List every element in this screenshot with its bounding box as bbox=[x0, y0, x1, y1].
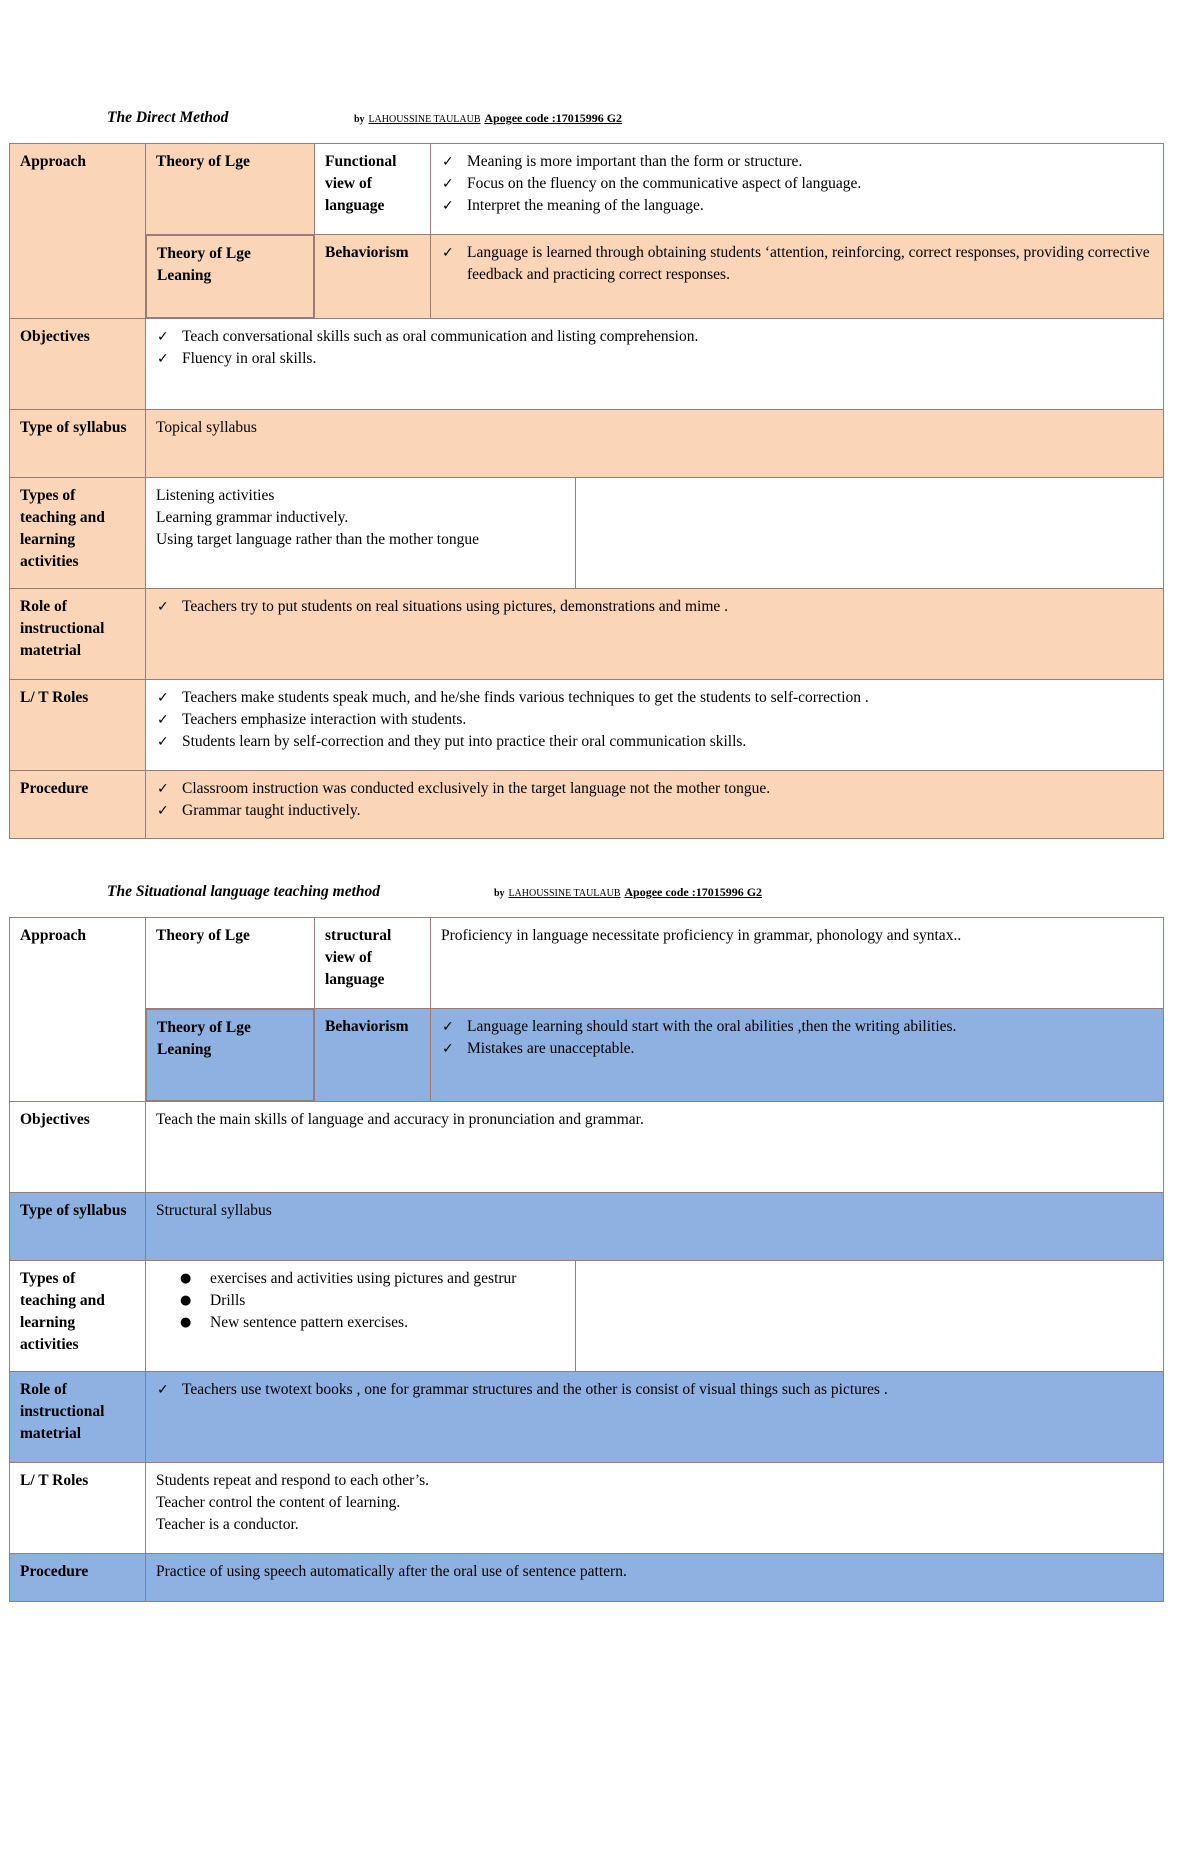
checkmark-icon: ✓ bbox=[157, 734, 169, 750]
list-item: Teacher is a conductor. bbox=[156, 1516, 299, 1533]
list-item: ✓ Teachers try to put students on real situations using pictures, demonstrations and mime . bbox=[156, 596, 1153, 618]
direct-syllabus: Topical syllabus bbox=[145, 409, 1164, 478]
direct-method-table bbox=[9, 143, 1164, 839]
situational-structural-view: structural view of language bbox=[314, 917, 431, 1009]
situational-activities bbox=[145, 1260, 576, 1372]
list-item: ✓ Grammar taught inductively. bbox=[156, 800, 1153, 822]
direct-theory-lge: Theory of Lge bbox=[145, 143, 315, 235]
direct-byline bbox=[354, 107, 622, 131]
situational-activities-list bbox=[156, 1268, 565, 1334]
situational-roles-label: L/ T Roles bbox=[9, 1462, 146, 1554]
situational-material bbox=[145, 1371, 1164, 1463]
situational-code: Apogee code :17015996 G2 bbox=[624, 885, 763, 899]
list-item: ✓ Teach conversational skills such as oral communication and listing comprehension. bbox=[156, 326, 1153, 348]
checkmark-icon: ✓ bbox=[442, 176, 454, 192]
situational-material-label: Role of instructional matetrial bbox=[9, 1371, 146, 1463]
situational-by: by bbox=[494, 888, 505, 899]
checkmark-icon: ✓ bbox=[157, 781, 169, 797]
direct-activities bbox=[145, 477, 576, 589]
situational-author: LAHOUSSINE TAULAUB bbox=[508, 888, 621, 899]
situational-title: The Situational language teaching method bbox=[107, 883, 381, 900]
list-item: ✓ Students learn by self-correction and they put into practice their oral communication skills. bbox=[156, 731, 1153, 753]
direct-by: by bbox=[354, 114, 365, 125]
situational-syllabus: Structural syllabus bbox=[145, 1192, 1164, 1261]
checkmark-icon: ✓ bbox=[442, 154, 454, 170]
situational-theory-learning: Theory of Lge Leaning bbox=[145, 1008, 315, 1102]
direct-roles-label: L/ T Roles bbox=[9, 679, 146, 771]
checkmark-icon: ✓ bbox=[157, 712, 169, 728]
checkmark-icon: ✓ bbox=[157, 803, 169, 819]
list-item: Using target language rather than the mother tongue bbox=[156, 531, 479, 548]
bullet-icon: ● bbox=[180, 1271, 192, 1286]
direct-material bbox=[145, 588, 1164, 680]
list-item: ✓ Classroom instruction was conducted exclusively in the target language not the mother tongue. bbox=[156, 778, 1153, 800]
list-item: ● New sentence pattern exercises. bbox=[156, 1312, 565, 1334]
situational-activities-empty bbox=[575, 1260, 1164, 1372]
list-item: ✓ Meaning is more important than the form or structure. bbox=[441, 151, 1153, 173]
direct-procedure-label: Procedure bbox=[9, 770, 146, 839]
situational-approach-label: Approach bbox=[9, 917, 146, 1102]
direct-syllabus-label: Type of syllabus bbox=[9, 409, 146, 478]
direct-activities-label: Types of teaching and learning activities bbox=[9, 477, 146, 589]
direct-objectives-list bbox=[156, 326, 1153, 370]
situational-objectives-label: Objectives bbox=[9, 1101, 146, 1193]
situational-procedure: Practice of using speech automatically after the oral use of sentence pattern. bbox=[145, 1553, 1164, 1602]
list-item: ✓ Language is learned through obtaining students ‘attention, reinforcing, correct responses, providing corrective feedback and practicing correct responses. bbox=[442, 244, 1150, 283]
direct-roles-list bbox=[156, 687, 1153, 753]
direct-title: The Direct Method bbox=[107, 109, 229, 126]
situational-roles bbox=[145, 1462, 1164, 1554]
direct-view-list bbox=[441, 151, 1153, 217]
list-item: ✓ Fluency in oral skills. bbox=[156, 348, 1153, 370]
list-item: ✓ Focus on the fluency on the communicative aspect of language. bbox=[441, 173, 1153, 195]
direct-material-label: Role of instructional matetrial bbox=[9, 588, 146, 680]
situational-behaviorism-points bbox=[430, 1008, 1164, 1102]
direct-author: LAHOUSSINE TAULAUB bbox=[368, 114, 481, 125]
checkmark-icon: ✓ bbox=[157, 1382, 169, 1398]
list-item: ● Drills bbox=[156, 1290, 565, 1312]
situational-behaviorism-list bbox=[441, 1016, 1153, 1060]
situational-behaviorism-label: Behaviorism bbox=[314, 1008, 431, 1102]
direct-functional-view: Functional view of language bbox=[314, 143, 431, 235]
direct-behaviorism-points bbox=[430, 234, 1164, 319]
situational-activities-label: Types of teaching and learning activities bbox=[9, 1260, 146, 1372]
checkmark-icon: ✓ bbox=[157, 329, 169, 345]
situational-material-list bbox=[156, 1379, 1153, 1401]
list-item: ✓ Language learning should start with the oral abilities ,then the writing abilities. bbox=[441, 1016, 1153, 1038]
direct-objectives bbox=[145, 318, 1164, 410]
checkmark-icon: ✓ bbox=[442, 245, 454, 261]
direct-behaviorism-list bbox=[441, 242, 1153, 286]
list-item: Listening activities bbox=[156, 487, 275, 504]
list-item: ✓ Mistakes are unacceptable. bbox=[441, 1038, 1153, 1060]
direct-material-list bbox=[156, 596, 1153, 618]
checkmark-icon: ✓ bbox=[157, 599, 169, 615]
direct-theory-learning: Theory of Lge Leaning bbox=[145, 234, 315, 319]
direct-procedure-list bbox=[156, 778, 1153, 822]
list-item: ● exercises and activities using pictures and gestrur bbox=[156, 1268, 565, 1290]
list-item: Students repeat and respond to each other’s. bbox=[156, 1472, 430, 1489]
situational-objectives: Teach the main skills of language and accuracy in pronunciation and grammar. bbox=[145, 1101, 1164, 1193]
direct-approach-label: Approach bbox=[9, 143, 146, 319]
situational-syllabus-label: Type of syllabus bbox=[9, 1192, 146, 1261]
list-item: ✓ Teachers emphasize interaction with students. bbox=[156, 709, 1153, 731]
direct-roles bbox=[145, 679, 1164, 771]
checkmark-icon: ✓ bbox=[442, 1019, 454, 1035]
bullet-icon: ● bbox=[180, 1293, 192, 1308]
checkmark-icon: ✓ bbox=[442, 1041, 454, 1057]
direct-view-points bbox=[430, 143, 1164, 235]
list-item: Learning grammar inductively. bbox=[156, 509, 349, 526]
list-item: ✓ Interpret the meaning of the language. bbox=[441, 195, 1153, 217]
checkmark-icon: ✓ bbox=[157, 351, 169, 367]
bullet-icon: ● bbox=[180, 1315, 192, 1330]
list-item: ✓ Teachers make students speak much, and he/she finds various techniques to get the students to self-correction . bbox=[156, 687, 1153, 709]
checkmark-icon: ✓ bbox=[442, 198, 454, 214]
situational-view-text: Proficiency in language necessitate proficiency in grammar, phonology and syntax.. bbox=[430, 917, 1164, 1009]
list-item: Teacher control the content of learning. bbox=[156, 1494, 401, 1511]
direct-behaviorism-label: Behaviorism bbox=[314, 234, 431, 319]
direct-procedure bbox=[145, 770, 1164, 839]
direct-objectives-label: Objectives bbox=[9, 318, 146, 410]
list-item: ✓ Teachers use twotext books , one for grammar structures and the other is consist of visual things such as pictures . bbox=[156, 1379, 1153, 1401]
direct-code: Apogee code :17015996 G2 bbox=[484, 111, 623, 125]
situational-method-table bbox=[9, 917, 1164, 1602]
direct-heading bbox=[107, 107, 707, 129]
direct-activities-empty bbox=[575, 477, 1164, 589]
checkmark-icon: ✓ bbox=[157, 690, 169, 706]
situational-byline bbox=[494, 881, 762, 905]
situational-theory-lge: Theory of Lge bbox=[145, 917, 315, 1009]
situational-heading bbox=[107, 881, 907, 903]
situational-procedure-label: Procedure bbox=[9, 1553, 146, 1602]
